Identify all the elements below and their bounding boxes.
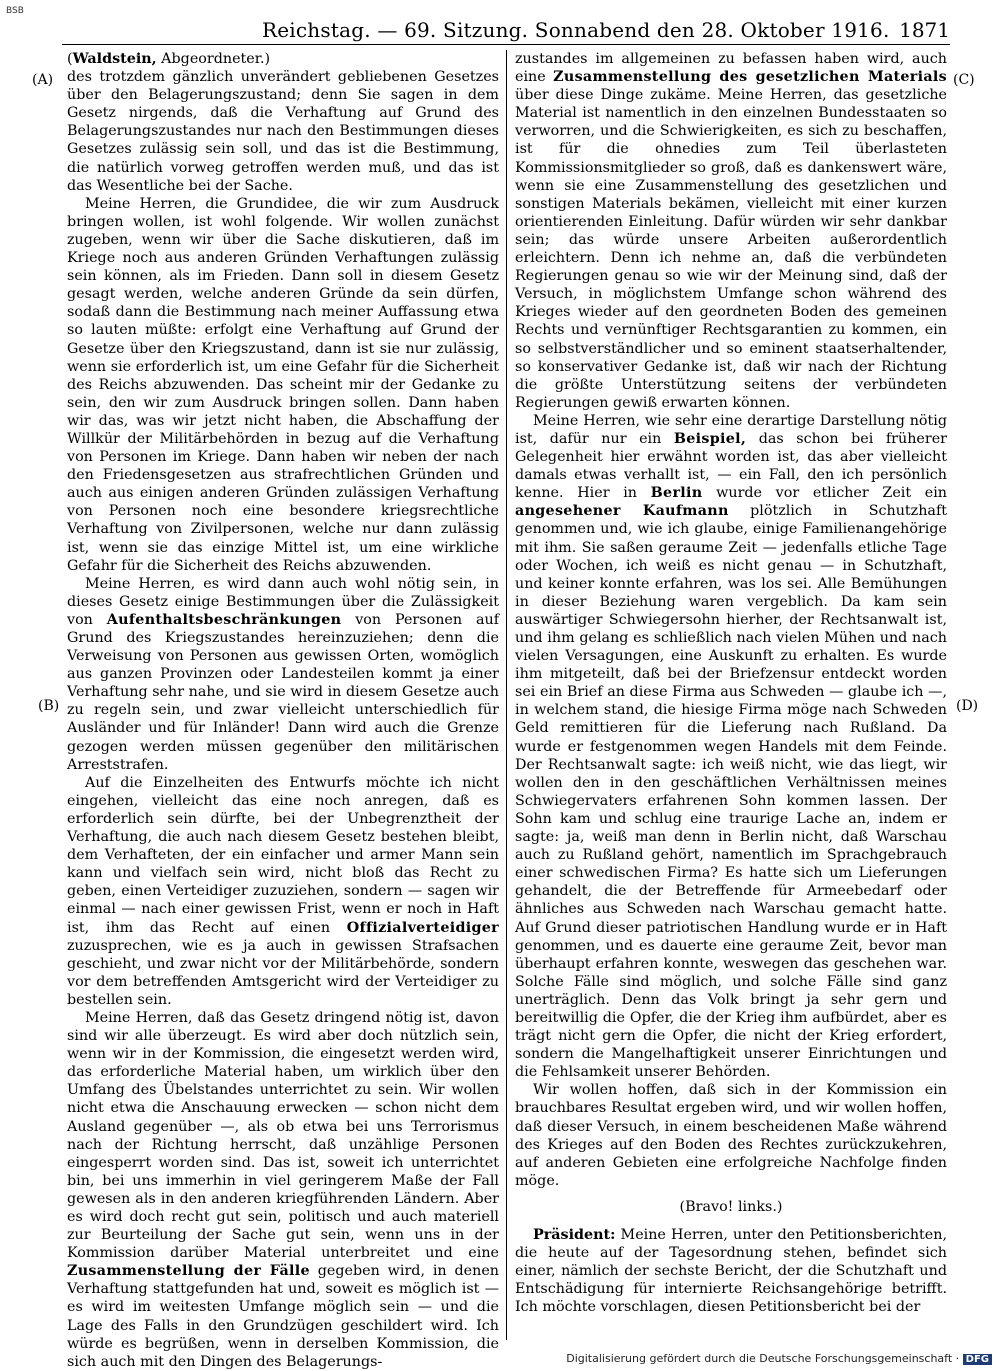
paragraph	[67, 575, 499, 774]
left-column	[67, 50, 499, 1371]
margin-marker-b: (B)	[38, 698, 60, 714]
margin-marker-a: (A)	[32, 72, 54, 88]
speaker-name: Waldstein,	[72, 51, 157, 67]
speaker-line: (Waldstein, Abgeordneter.)	[67, 51, 271, 67]
emphasis-term: Zusammenstellung der Fälle	[67, 1263, 310, 1280]
text-run: wurde vor etlicher Zeit ein	[702, 485, 948, 502]
emphasis-term: Berlin	[650, 485, 703, 502]
page-number: 1871	[899, 18, 950, 42]
text-run: Meine Herren, wie sehr eine derartige Darstellung nötig ist, dafür nur ein	[515, 412, 947, 447]
text-run: Meine Herren, unter den Petitionsberichten, die heute auf der Tagesordnung stehen, befindet sich einer, nämlich der sechste Bericht, der die Schutzhaft und Entschädigung für internierte Reichsangehörige betrifft. Ich möchte vorschlagen, diesen Petitionsbericht bei der	[515, 1227, 947, 1316]
emphasis-term: Zusammenstellung des gesetzlichen Materials	[553, 69, 948, 86]
text-run: Meine Herren, es wird dann auch wohl nötig sein, in dieses Gesetz einige Bestimmungen über die Zulässigkeit von	[67, 575, 499, 628]
dfg-logo: DFG	[963, 1354, 992, 1365]
text-run: Auf die Einzelheiten des Entwurfs möchte ich nicht eingehen, vielleicht das eine noch anregen, daß es erforderlich sein dürfte, bei der Unbegrenztheit der Verhaftung, die auch nach diesem Gesetz bestehen bleibt, dem Verhafteten, der ein einfacher und armer Mann sein kann und vielfach sein wird, nicht bloß das Recht zu geben, einen Verteidiger zuzuziehen, sondern — sagen wir einmal — nach einer gewissen Frist, wenn er noch in Haft ist, ihm das Recht auf einen	[67, 774, 499, 936]
president-label: Präsident:	[533, 1227, 616, 1243]
emphasis-term: Beispiel,	[673, 430, 747, 447]
paragraph: Wir wollen hoffen, daß sich in der Kommission ein brauchbares Resultat ergeben wird, und wir wollen hoffen, daß dieser Versuch, in einem bescheidenen Maße während des Krieges auf den Boden des Rechtes zurückzukehren, auf anderen Gebieten eine erfolgreiche Nachfolge finden möge.	[515, 1082, 947, 1189]
emphasis-term: angesehener Kaufmann	[515, 503, 729, 520]
running-title: Reichstag. — 69. Sitzung. Sonnabend den 28. Oktober 1916.	[262, 18, 890, 42]
right-column	[515, 50, 947, 1316]
text-run: gegeben wird, in denen Verhaftung stattgefunden hat und, soweit es möglich ist — es wird im weitesten Umfange möglich sein — und die Lage des Falls in den Grundzügen geschildert wird. Ich würde es begrüßen, wenn in derselben Kommission, die sich auch mit den Dingen des Belagerungs-	[67, 1263, 499, 1370]
text-run: von Personen auf Grund des Kriegszustandes hereinzuziehen; denn die Verweisung von Personen aus gewissen Orten, womöglich aus ganzen Provinzen oder Landesteilen kommt ja einer Verhaftung sehr nahe, und sie wird in diesem Gesetze auch zu regeln sein, und zwar vielleicht unterschiedlich für Ausländer und für Inländer! Dann wird auch die Grenze gezogen werden müssen gegenüber den militärischen Arreststrafen.	[67, 611, 499, 773]
column-divider	[506, 50, 507, 1340]
speaker-role: Abgeordneter.)	[156, 51, 271, 67]
paragraph	[515, 1226, 947, 1316]
text-run: das schon bei früherer Gelegenheit hier erwähnt worden ist, das aber vielleicht damals etwas verhallt ist, — ein Fall, den ich persönlich kenne. Hier in	[515, 430, 947, 502]
paragraph: des trotzdem gänzlich unverändert gebliebenen Gesetzes über den Belagerungszustand; denn Sie sagen in dem Gesetz nirgends, daß die Verhaftung auf Grund des Belagerungszustandes nur nach den Bestimmungen dieses Gesetzes zulässig sein soll, und das ist die Bestimmung, die natürlich vorweg getroffen werden muß, und das ist das Wesentliche bei der Sache.	[67, 69, 499, 194]
emphasis-term: Aufenthaltsbeschränkungen	[106, 611, 342, 628]
text-run: plötzlich in Schutzhaft genommen und, wie ich glaube, einige Familienangehörige mit ihm. Sie saßen geraume Zeit — jedenfalls etliche Tage oder Wochen, ich weiß es nicht genau — in Schutzhaft, und keiner konnte erfahren, was los sei. Alle Bemühungen in dieser Beziehung waren vergeblich. Da kam sein auswärtiger Schwiegersohn hierher, der Rechtsanwalt ist, und ihm gelang es schließlich nach vielen Mühen und nach vielen Versagungen, eine Auskunft zu erhalten. Es wurde ihm mitgeteilt, daß bei der Briefzensur entdeckt worden sei ein Brief an diese Firma aus Schweden — glaube ich —, in welchem stand, die hiesige Firma möge nach Schweden Geld remittieren für die Lieferung nach Rußland. Da wurde er festgenommen wegen Handels mit dem Feinde. Der Rechtsanwalt sagte: ich weiß nicht, wie das liegt, wir wollen den in den geschäftlichen Verhältnissen meines Schwiegervaters erfahrenen Sohn kommen lassen. Der Sohn kam und schlug eine traurige Lache an, indem er sagte: ja, weiß man denn in Berlin nicht, daß Warschau auch zu Rußland gehört, namentlich im Sprachgebrauch einer schwedischen Firma? Es hatte sich um Lieferungen gehandelt, die der Betreffende für Armeebedarf oder ähnliches aus Schweden nach Warschau gemacht hatte. Auf Grund dieser patriotischen Handlung wurde er in Haft genommen, und es dauerte eine geraume Zeit, bevor man überhaupt erfahren konnte, weswegen das geschehen war. Solche Fälle sind möglich, und solche Fälle sind ganz unerträglich. Denn das Volk bringt ja sehr gern und bereitwillig die Opfer, die der Krieg ihm aufbürdet, aber es trägt nicht gern die Opfer, die nicht der Krieg erfordert, sondern die Mangelhaftigkeit unserer Einrichtungen und die Fehlsamkeit unserer Behörden.	[515, 503, 947, 1081]
text-run: Meine Herren, daß das Gesetz dringend nötig ist, davon sind wir alle überzeugt. Es wird aber doch nützlich sein, wenn wir in der Kommission, die eingesetzt werden wird, das erforderliche Material haben, um wirklich über den Umfang des Übelstandes unterrichtet zu sein. Wir wollen nicht etwa die Anschauung erwecken — schon nicht dem Ausland gegenüber —, als ob etwa bei uns Terrorismus nach der Richtung herrscht, daß unzählige Personen eingesperrt worden sind. Das ist, soweit ich unterrichtet bin, bei uns immerhin in viel geringerem Maße der Fall gewesen als in den anderen kriegführenden Ländern. Aber es wird doch recht gut sein, politisch und auch materiell zur Beurteilung der Sache gut sein, wenn uns in der Kommission darüber Material unterbreitet und eine	[67, 1009, 499, 1262]
paragraph	[515, 50, 947, 412]
paragraph	[67, 1009, 499, 1371]
paragraph: Meine Herren, die Grundidee, die wir zum Ausdruck bringen wollen, ist wohl folgende. Wir wollen zunächst zugeben, wenn wir über die Sache diskutieren, daß im Kriege noch aus anderen Gründen Verhaftungen zulässig sein können, als im Frieden. Dann soll in diesem Gesetz gesagt werden, welche anderen Gründe da sein dürfen, sodaß dann die Bestimmung nach meiner Auffassung etwa so lauten müßte: erfolgt eine Verhaftung auf Grund der Gesetze über den Kriegszustand, dann ist sie nur zulässig, wenn sie erforderlich ist, um eine Gefahr für die Sicherheit des Reichs abzuwenden. Das scheint mir der Gedanke zu sein, den wir zum Ausdruck bringen sollen. Dann haben wir das, was wir jetzt nicht haben, die Abschaffung der Willkür der Militärbehörden in bezug auf die Verhaftung von Personen im Kriege. Dann haben wir neben der nach den Friedensgesetzen aus strafrechtlichen Gründen und auch aus einigen anderen Gründen zulässigen Verhaftung von Personen noch eine besondere kriegsrechtliche Verhaftung von Zivilpersonen, welche nur dann zulässig ist, wenn sie das einzige Mittel ist, um eine wirkliche Gefahr für die Sicherheit des Reichs abzuwenden.	[67, 195, 499, 574]
margin-marker-d: (D)	[956, 698, 979, 714]
margin-marker-c: (C)	[953, 72, 975, 88]
credit-text: Digitalisierung gefördert durch die Deutsche Forschungsgemeinschaft ·	[566, 1352, 960, 1365]
header-rule	[62, 44, 950, 45]
text-run: zustandes im allgemeinen zu befassen haben wird, auch eine	[515, 51, 947, 86]
paragraph	[515, 412, 947, 1081]
paragraph	[67, 774, 499, 1009]
emphasis-term: Offizialverteidiger	[346, 919, 499, 936]
library-stamp: BSB	[6, 6, 24, 16]
text-run: zuzusprechen, wie es ja auch in gewissen Strafsachen geschieht, und zwar nicht vor der Militärbehörde, sondern vor dem betreffenden Amtsgericht wird der Verteidiger zu bestellen sein.	[67, 937, 499, 1008]
applause-note: (Bravo! links.)	[679, 1198, 783, 1215]
digitization-credit	[566, 1352, 992, 1365]
text-run: über diese Dinge zukäme. Meine Herren, das gesetzliche Material ist namentlich in den einzelnen Bundesstaaten so verworren, und die Schwierigkeiten, es sich zu beschaffen, ist für die ohnedies zum Teil überlasteten Kommissionsmitglieder so groß, daß es dankenswert wäre, wenn sie eine Zusammenstellung des gesetzlichen und sonstigen Materials bekämen, vielleicht mit einer kurzen orientierenden Einleitung. Dafür würden wir sehr dankbar sein; das würde unsere Arbeiten außerordentlich erleichtern. Denn ich nehme an, daß die verbündeten Regierungen genau so wie wir der Meinung sind, daß der Versuch, in möglichstem Umfange schon während des Krieges wieder auf den geordneten Boden des gemeinen Rechts und vernünftiger Rechtsgarantien zu kommen, ein so selbstverständlicher und so eminent staatserhaltender, so konservativer Gedanke ist, daß wir nach der Richtung die größte Unterstützung seitens der verbündeten Regierungen gewiß erwarten können.	[515, 87, 947, 411]
